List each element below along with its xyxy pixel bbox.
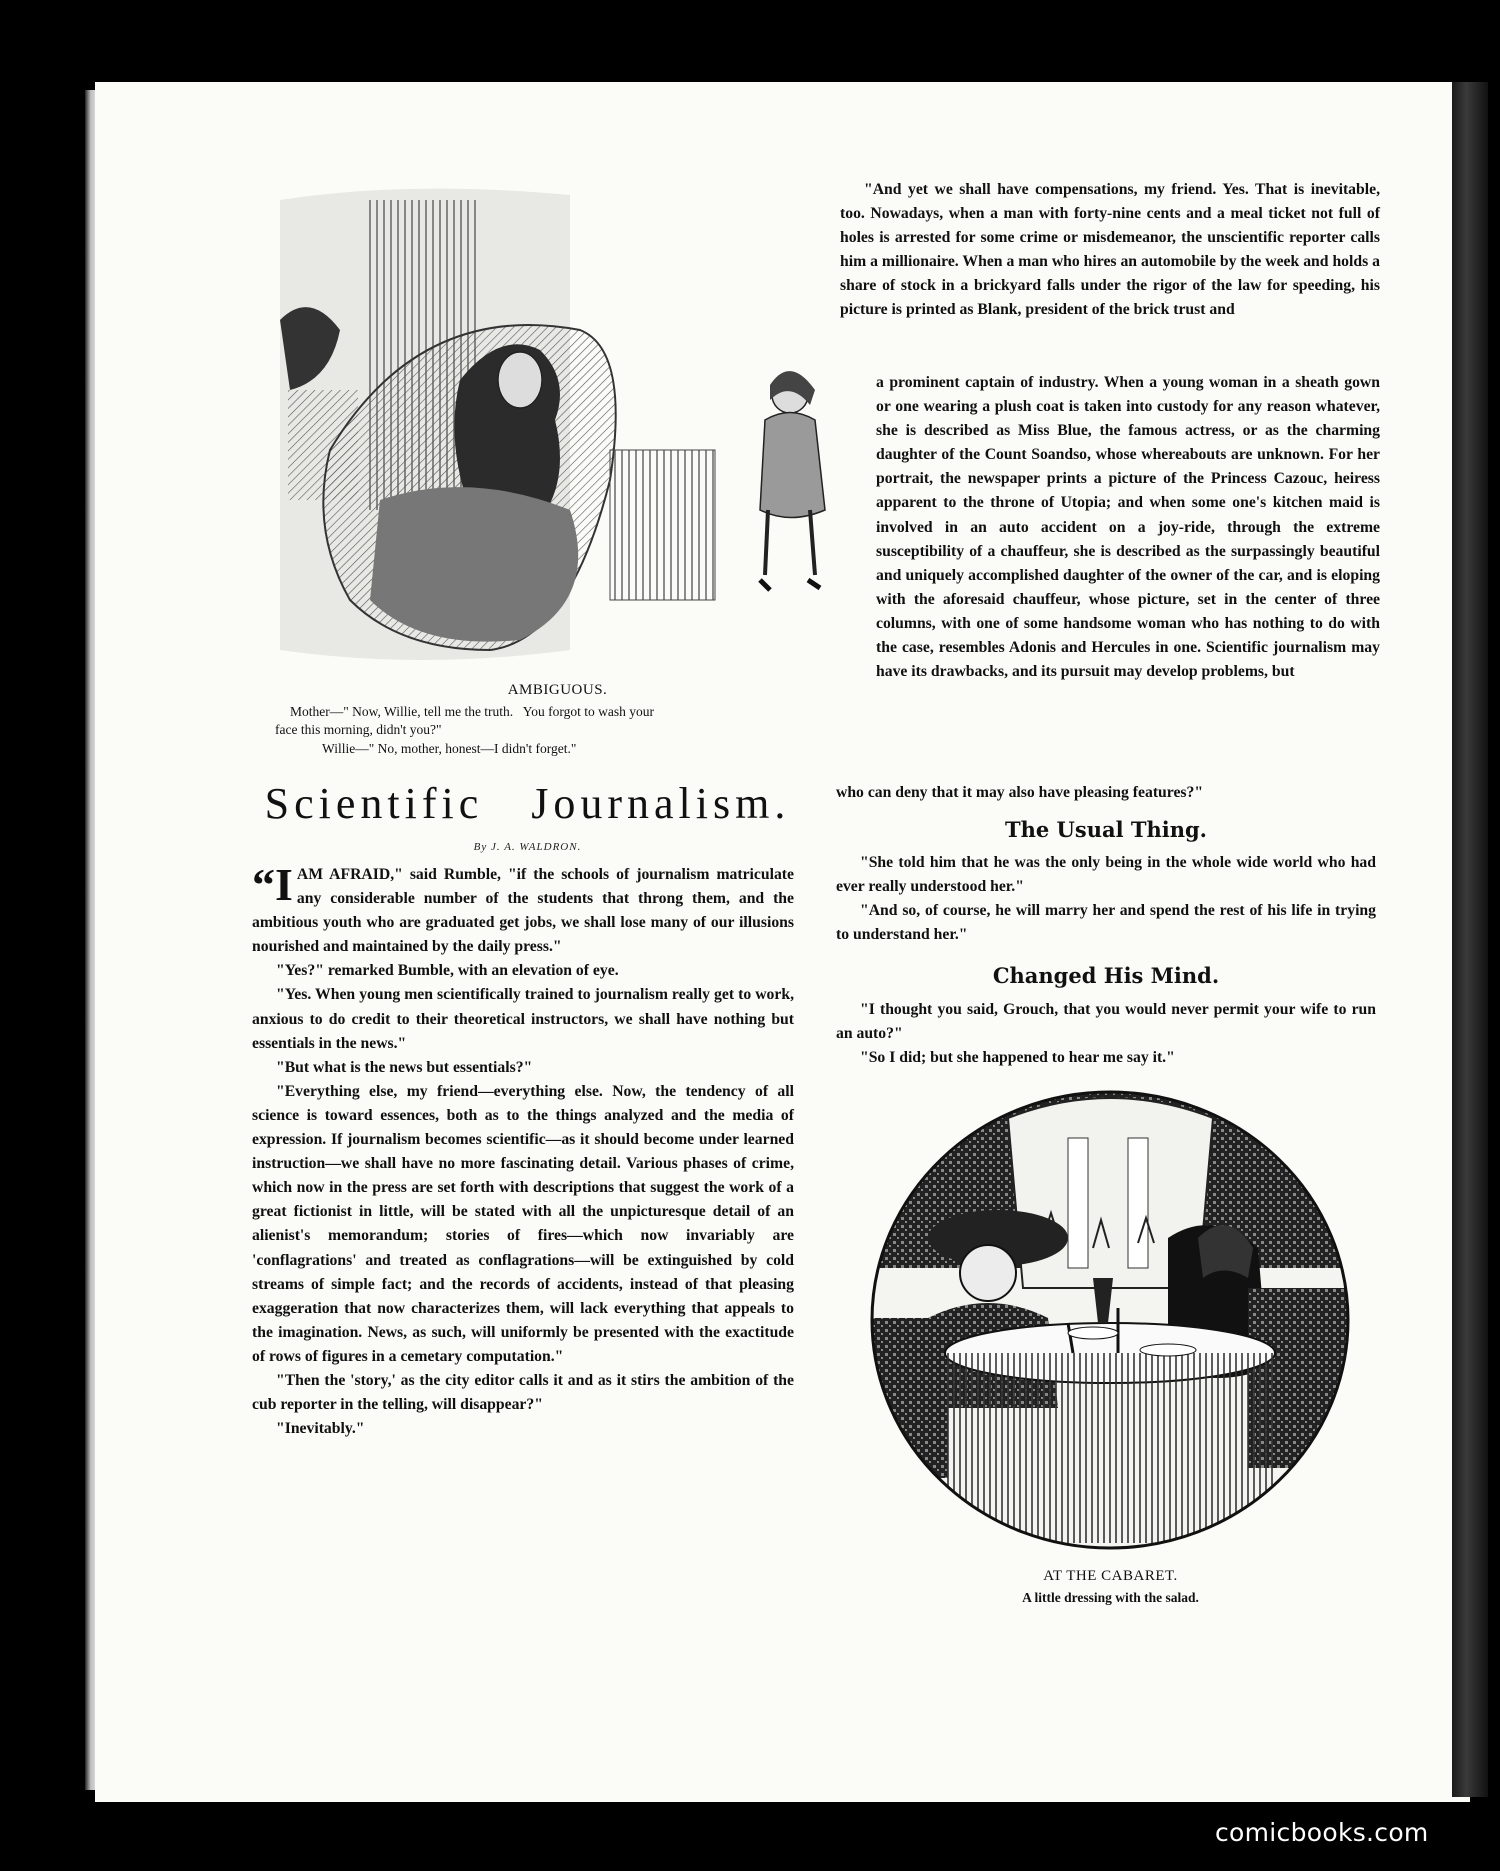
changed-mind-paragraph-2: "So I did; but she happened to hear me say it." — [860, 1049, 1175, 1067]
usual-thing-heading: The Usual Thing. — [1004, 817, 1207, 842]
changed-mind-paragraph-1: "I thought you said, Grouch, that you would never permit your wife to run an auto?" — [836, 1001, 1376, 1043]
cabaret-drawing — [868, 1088, 1353, 1553]
article-paragraph-2: "Yes?" remarked Bumble, with an elevation of eye. — [276, 962, 619, 980]
article-narrow-paragraph: a prominent captain of industry. When a young woman in a sheath gown or one wearing a plush coat is taken into custody for any reason whatever, she is described as Miss Blue, the famous actress, or as the charming daughter of the Count Soandso, whose whereabouts are unknown. For her portrait, the newspaper prints a picture of the Princess Cazouc, heiress apparent to the throne of Utopia; and when some one's kitchen maid is involved in an auto accident on a joy-ride, through the extreme susceptibility of a chauffeur, she is described as the surpassingly beautiful and uniquely accomplished daughter of the owner of the car, and is eloping with the aforesaid chauffeur, whose picture, set in the center of three columns, with one of some handsome woman who has nothing to do with the case, resembles Adonis and Hercules in one. Scientific journalism may have its drawbacks, and its pursuit may develop problems, but — [876, 374, 1380, 681]
usual-thing-paragraph-1: "She told him that he was the only being in the whole wide world who had ever really understood her." — [836, 854, 1376, 896]
drop-cap: “I — [252, 859, 293, 910]
usual-thing-paragraph-2: "And so, of course, he will marry her and spend the rest of his life in trying to understand her." — [836, 902, 1376, 944]
ambiguous-drawing — [270, 180, 845, 670]
ambiguous-caption-line-3: Willie—" No, mother, honest—I didn't forget." — [322, 741, 577, 756]
site-watermark: comicbooks.com — [1215, 1818, 1429, 1847]
cabaret-caption-subtitle: A little dressing with the salad. — [1022, 1590, 1199, 1605]
article-byline: By J. A. WALDRON. — [473, 841, 582, 853]
article-paragraph-7: "Inevitably." — [276, 1420, 365, 1438]
article-continued-paragraph: "And yet we shall have compensations, my friend. Yes. That is inevitable, too. Nowadays, when a man with forty-nine cents and a meal ticket not full of holes is arrested for some crime or misdemeanor, the unscientific reporter calls him a millionaire. When a man who hires an automobile by the week and holds a share of stock in a brickyard falls under the rigor of the law for speeding, his picture is printed as Blank, president of the brick trust and — [840, 181, 1380, 319]
page-edge-right — [1452, 82, 1488, 1797]
cabaret-illustration — [868, 1088, 1353, 1553]
article-title: Scientific Journalism. — [264, 779, 791, 828]
ambiguous-illustration — [270, 180, 845, 670]
changed-mind-body — [836, 998, 1376, 1070]
changed-mind-heading: Changed His Mind. — [992, 963, 1220, 988]
ambiguous-caption-line-1: Mother—" Now, Willie, tell me the truth. You forgot to wash your — [290, 704, 654, 719]
article-left-column — [252, 859, 794, 1441]
usual-thing-body — [836, 851, 1376, 947]
ambiguous-caption-line-2: face this morning, didn't you?" — [275, 722, 442, 737]
article-paragraph-1 — [252, 859, 794, 959]
article-paragraph-3: "Yes. When young men scientifically trained to journalism really get to work, anxious to do credit to their theoretical instructors, we shall have nothing but essentials in the news." — [252, 986, 794, 1052]
article-paragraph-6: "Then the 'story,' as the city editor calls it and as it stirs the ambition of the cub reporter in the telling, will disappear?" — [252, 1371, 794, 1414]
ambiguous-caption-title: AMBIGUOUS. — [507, 682, 608, 698]
cabaret-caption-title: AT THE CABARET. — [1043, 1568, 1178, 1584]
article-closing-line: who can deny that it may also have pleasing features?" — [836, 784, 1204, 801]
article-paragraph-4: "But what is the news but essentials?" — [276, 1058, 533, 1076]
article-paragraph-5: "Everything else, my friend—everything else. Now, the tendency of all science is toward essences, both as to the things analyzed and the media of expression. If journalism becomes scientific—as it should become under learned instruction—we shall have no more fascinating detail. Various phases of crime, which now in the press are set forth with descriptions that suggest the work of a great fictionist in little, will be stated with all the unpicturesque detail of an alienist's memorandum; stories of fires—which now invariably are 'conflagrations' and treated as conflagrations—will be extinguished by cold streams of simple fact; and the records of accidents, instead of that pleasing exaggeration that now characterizes them, will lack everything that appeals to the imagination. News, as such, will uniformly be presented with the exactitude of rows of figures in a cemetary computation." — [252, 1082, 794, 1365]
article-paragraph-1-text: AM AFRAID," said Rumble, "if the schools of journalism matriculate any considerable number of the students that throng them, and the ambitious youth who are graduated get jobs, we shall lose many of our illusions nourished and maintained by the daily press." — [252, 866, 794, 956]
